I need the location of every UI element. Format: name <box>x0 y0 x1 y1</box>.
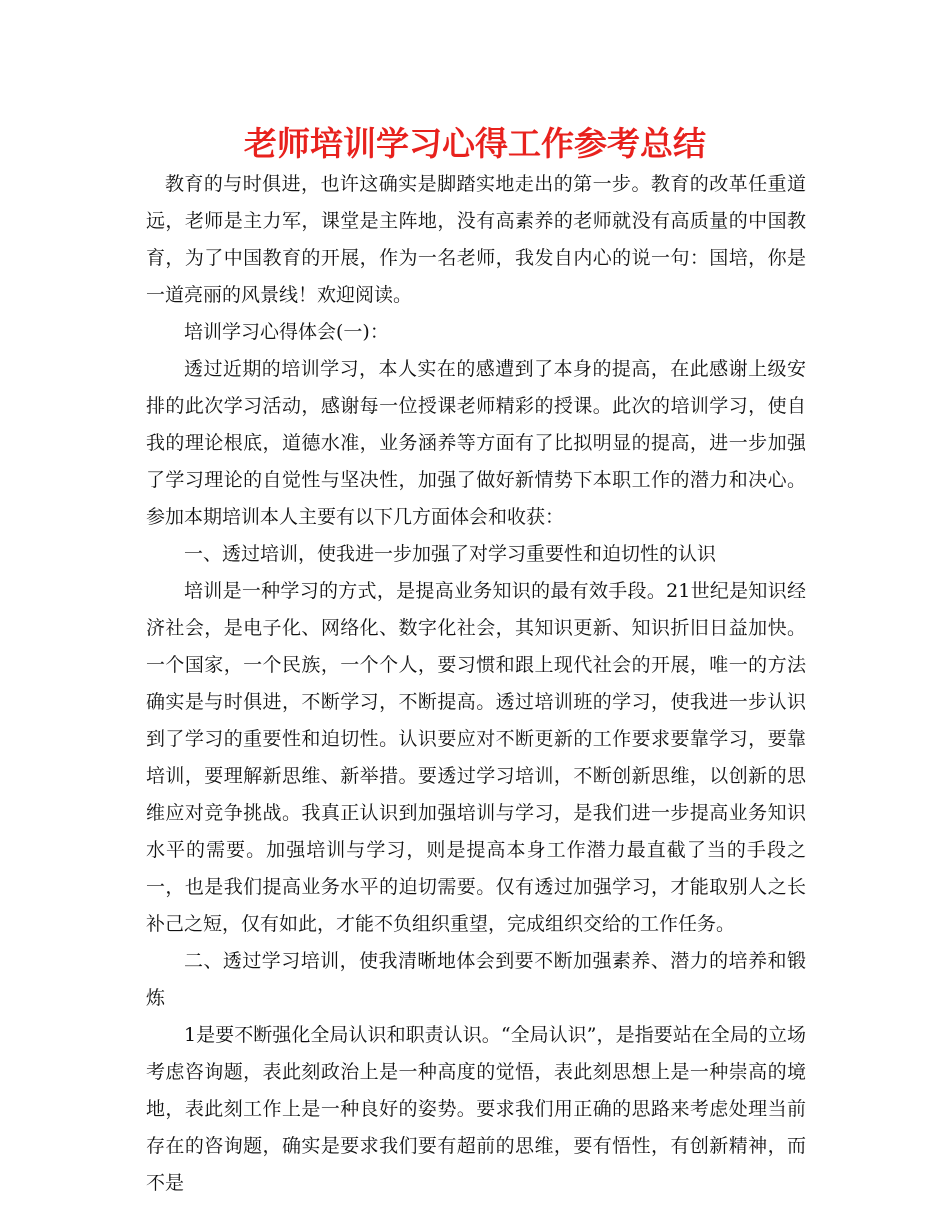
document-title: 老师培训学习心得工作参考总结 <box>244 124 706 163</box>
section-heading-point-2: 二、透过学习培训，使我清晰地体会到要不断加强素养、潜力的培养和锻炼 <box>146 950 806 1009</box>
paragraph-point-2: 1是要不断强化全局认识和职责认识。“全局认识”，是指要站在全局的立场考虑咨询题，表此刻政治上是一种高度的觉悟，表此刻思想上是一种崇高的境地，表此刻工作上是一种良好的姿势。要求我们用正确的思路来考虑处理当前存在的咨询题，确实是要求我们要有超前的思维，要有悟性，有创新精神，而不是 <box>146 1024 806 1194</box>
paragraph-experience-1: 透过近期的培训学习，本人实在的感遭到了本身的提高，在此感谢上级安排的此次学习活动，感谢每一位授课老师精彩的授课。此次的培训学习，使自我的理论根底，道德水准，业务涵养等方面有了比拟明显的提高，进一步加强了学习理论的自觉性与坚决性，加强了做好新情势下本职工作的潜力和决心。参加本期培训本人主要有以下几方面体会和收获： <box>146 358 806 528</box>
paragraph-intro: 教育的与时俱进，也许这确实是脚踏实地走出的第一步。教育的改革任重道远，老师是主力军，课堂是主阵地，没有高素养的老师就没有高质量的中国教育，为了中国教育的开展，作为一名老师，我发自内心的说一句：国培，你是一道亮丽的风景线！欢迎阅读。 <box>146 173 806 306</box>
paragraph-point-1: 培训是一种学习的方式，是提高业务知识的最有效手段。21世纪是知识经济社会，是电子化、网络化、数字化社会，其知识更新、知识折旧日益加快。一个国家，一个民族，一个个人，要习惯和跟上现代社会的开展，唯一的方法确实是与时俱进，不断学习，不断提高。透过培训班的学习，使我进一步认识到了学习的重要性和迫切性。认识要应对不断更新的工作要求要靠学习，要靠培训，要理解新思维、新举措。要透过学习培训，不断创新思维，以创新的思维应对竞争挑战。我真正认识到加强培训与学习，是我们进一步提高业务知识水平的需要。加强培训与学习，则是提高本身工作潜力最直截了当的手段之一，也是我们提高业务水平的迫切需要。仅有透过加强学习，才能取别人之长补己之短，仅有如此，才能不负组织重望，完成组织交给的工作任务。 <box>146 580 806 935</box>
section-heading-experience-1: 培训学习心得体会(一)： <box>184 321 389 343</box>
document-body <box>146 166 806 1202</box>
section-heading-point-1: 一、透过培训，使我进一步加强了对学习重要性和迫切性的认识 <box>184 543 717 565</box>
